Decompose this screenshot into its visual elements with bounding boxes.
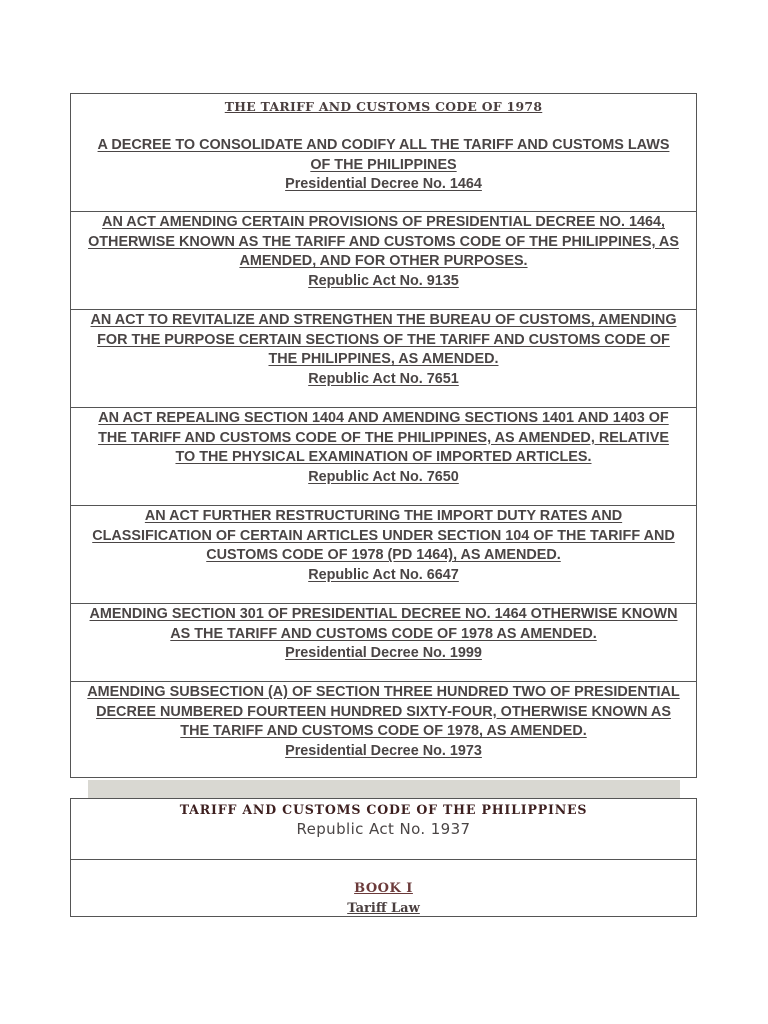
act-cell [71, 211, 696, 309]
book-cell [71, 859, 696, 916]
act-cell [71, 505, 696, 603]
code-box-title: TARIFF AND CUSTOMS CODE OF THE PHILIPPINES [179, 802, 588, 817]
book-title: Tariff Law [347, 901, 420, 916]
act-cell [71, 309, 696, 407]
act-reference: Presidential Decree No. 1973 [285, 743, 482, 760]
act-title-line: AMENDING SECTION 301 OF PRESIDENTIAL DECREE NO. 1464 OTHERWISE KNOWN [89, 606, 678, 622]
code-box-act: Republic Act No. 1937 [296, 820, 471, 838]
code-box-header [71, 799, 696, 859]
act-title-line: AN ACT FURTHER RESTRUCTURING THE IMPORT DUTY RATES AND [144, 508, 623, 524]
act-cell [71, 603, 696, 681]
act-title-line: AN ACT REPEALING SECTION 1404 AND AMENDING SECTIONS 1401 AND 1403 OF [98, 410, 669, 426]
act-title-line: THE TARIFF AND CUSTOMS CODE OF 1978, AS AMENDED. [180, 723, 587, 740]
act-title-line: THE PHILIPPINES, AS AMENDED. [268, 351, 499, 368]
act-reference: Republic Act No. 6647 [308, 567, 459, 584]
amendments-table [70, 93, 697, 778]
code-title: THE TARIFF AND CUSTOMS CODE OF 1978 [224, 99, 543, 114]
act-title-line: AMENDED, AND FOR OTHER PURPOSES. [239, 253, 528, 270]
act-title-line: CLASSIFICATION OF CERTAIN ARTICLES UNDER SECTION 104 OF THE TARIFF AND [92, 527, 675, 544]
act-title-line: DECREE NUMBERED FOURTEEN HUNDRED SIXTY-FOUR, OTHERWISE KNOWN AS [96, 703, 671, 720]
act-title-line: THE TARIFF AND CUSTOMS CODE OF THE PHILIPPINES, AS AMENDED, RELATIVE [98, 429, 669, 446]
act-reference: Republic Act No. 9135 [308, 273, 459, 290]
decree-title-line-2: OF THE PHILIPPINES [310, 156, 457, 173]
act-cell [71, 681, 696, 777]
act-reference: Republic Act No. 7651 [308, 371, 459, 388]
decree-reference: Presidential Decree No. 1464 [285, 176, 482, 193]
act-reference: Presidential Decree No. 1999 [285, 645, 482, 662]
act-title-line: FOR THE PURPOSE CERTAIN SECTIONS OF THE TARIFF AND CUSTOMS CODE OF [97, 331, 670, 348]
act-title-line: AN ACT TO REVITALIZE AND STRENGTHEN THE BUREAU OF CUSTOMS, AMENDING [90, 312, 677, 328]
act-title-line: TO THE PHYSICAL EXAMINATION OF IMPORTED ARTICLES. [175, 449, 592, 466]
act-cell [71, 407, 696, 505]
act-title-line: AN ACT AMENDING CERTAIN PROVISIONS OF PRESIDENTIAL DECREE NO. 1464, [102, 214, 665, 230]
act-reference: Republic Act No. 7650 [308, 469, 459, 486]
decree-title-line-1: A DECREE TO CONSOLIDATE AND CODIFY ALL THE TARIFF AND CUSTOMS LAWS [97, 137, 670, 153]
act-title-line: AMENDING SUBSECTION (A) OF SECTION THREE HUNDRED TWO OF PRESIDENTIAL [87, 684, 680, 700]
book-heading: BOOK I [354, 881, 413, 896]
act-title-line: OTHERWISE KNOWN AS THE TARIFF AND CUSTOMS CODE OF THE PHILIPPINES, AS [88, 233, 679, 250]
code-box [70, 798, 697, 917]
act-title-line: CUSTOMS CODE OF 1978 (PD 1464), AS AMENDED. [206, 547, 561, 564]
code-header-cell [71, 94, 696, 211]
act-title-line: AS THE TARIFF AND CUSTOMS CODE OF 1978 AS AMENDED. [170, 625, 597, 642]
page-separator [88, 780, 680, 798]
